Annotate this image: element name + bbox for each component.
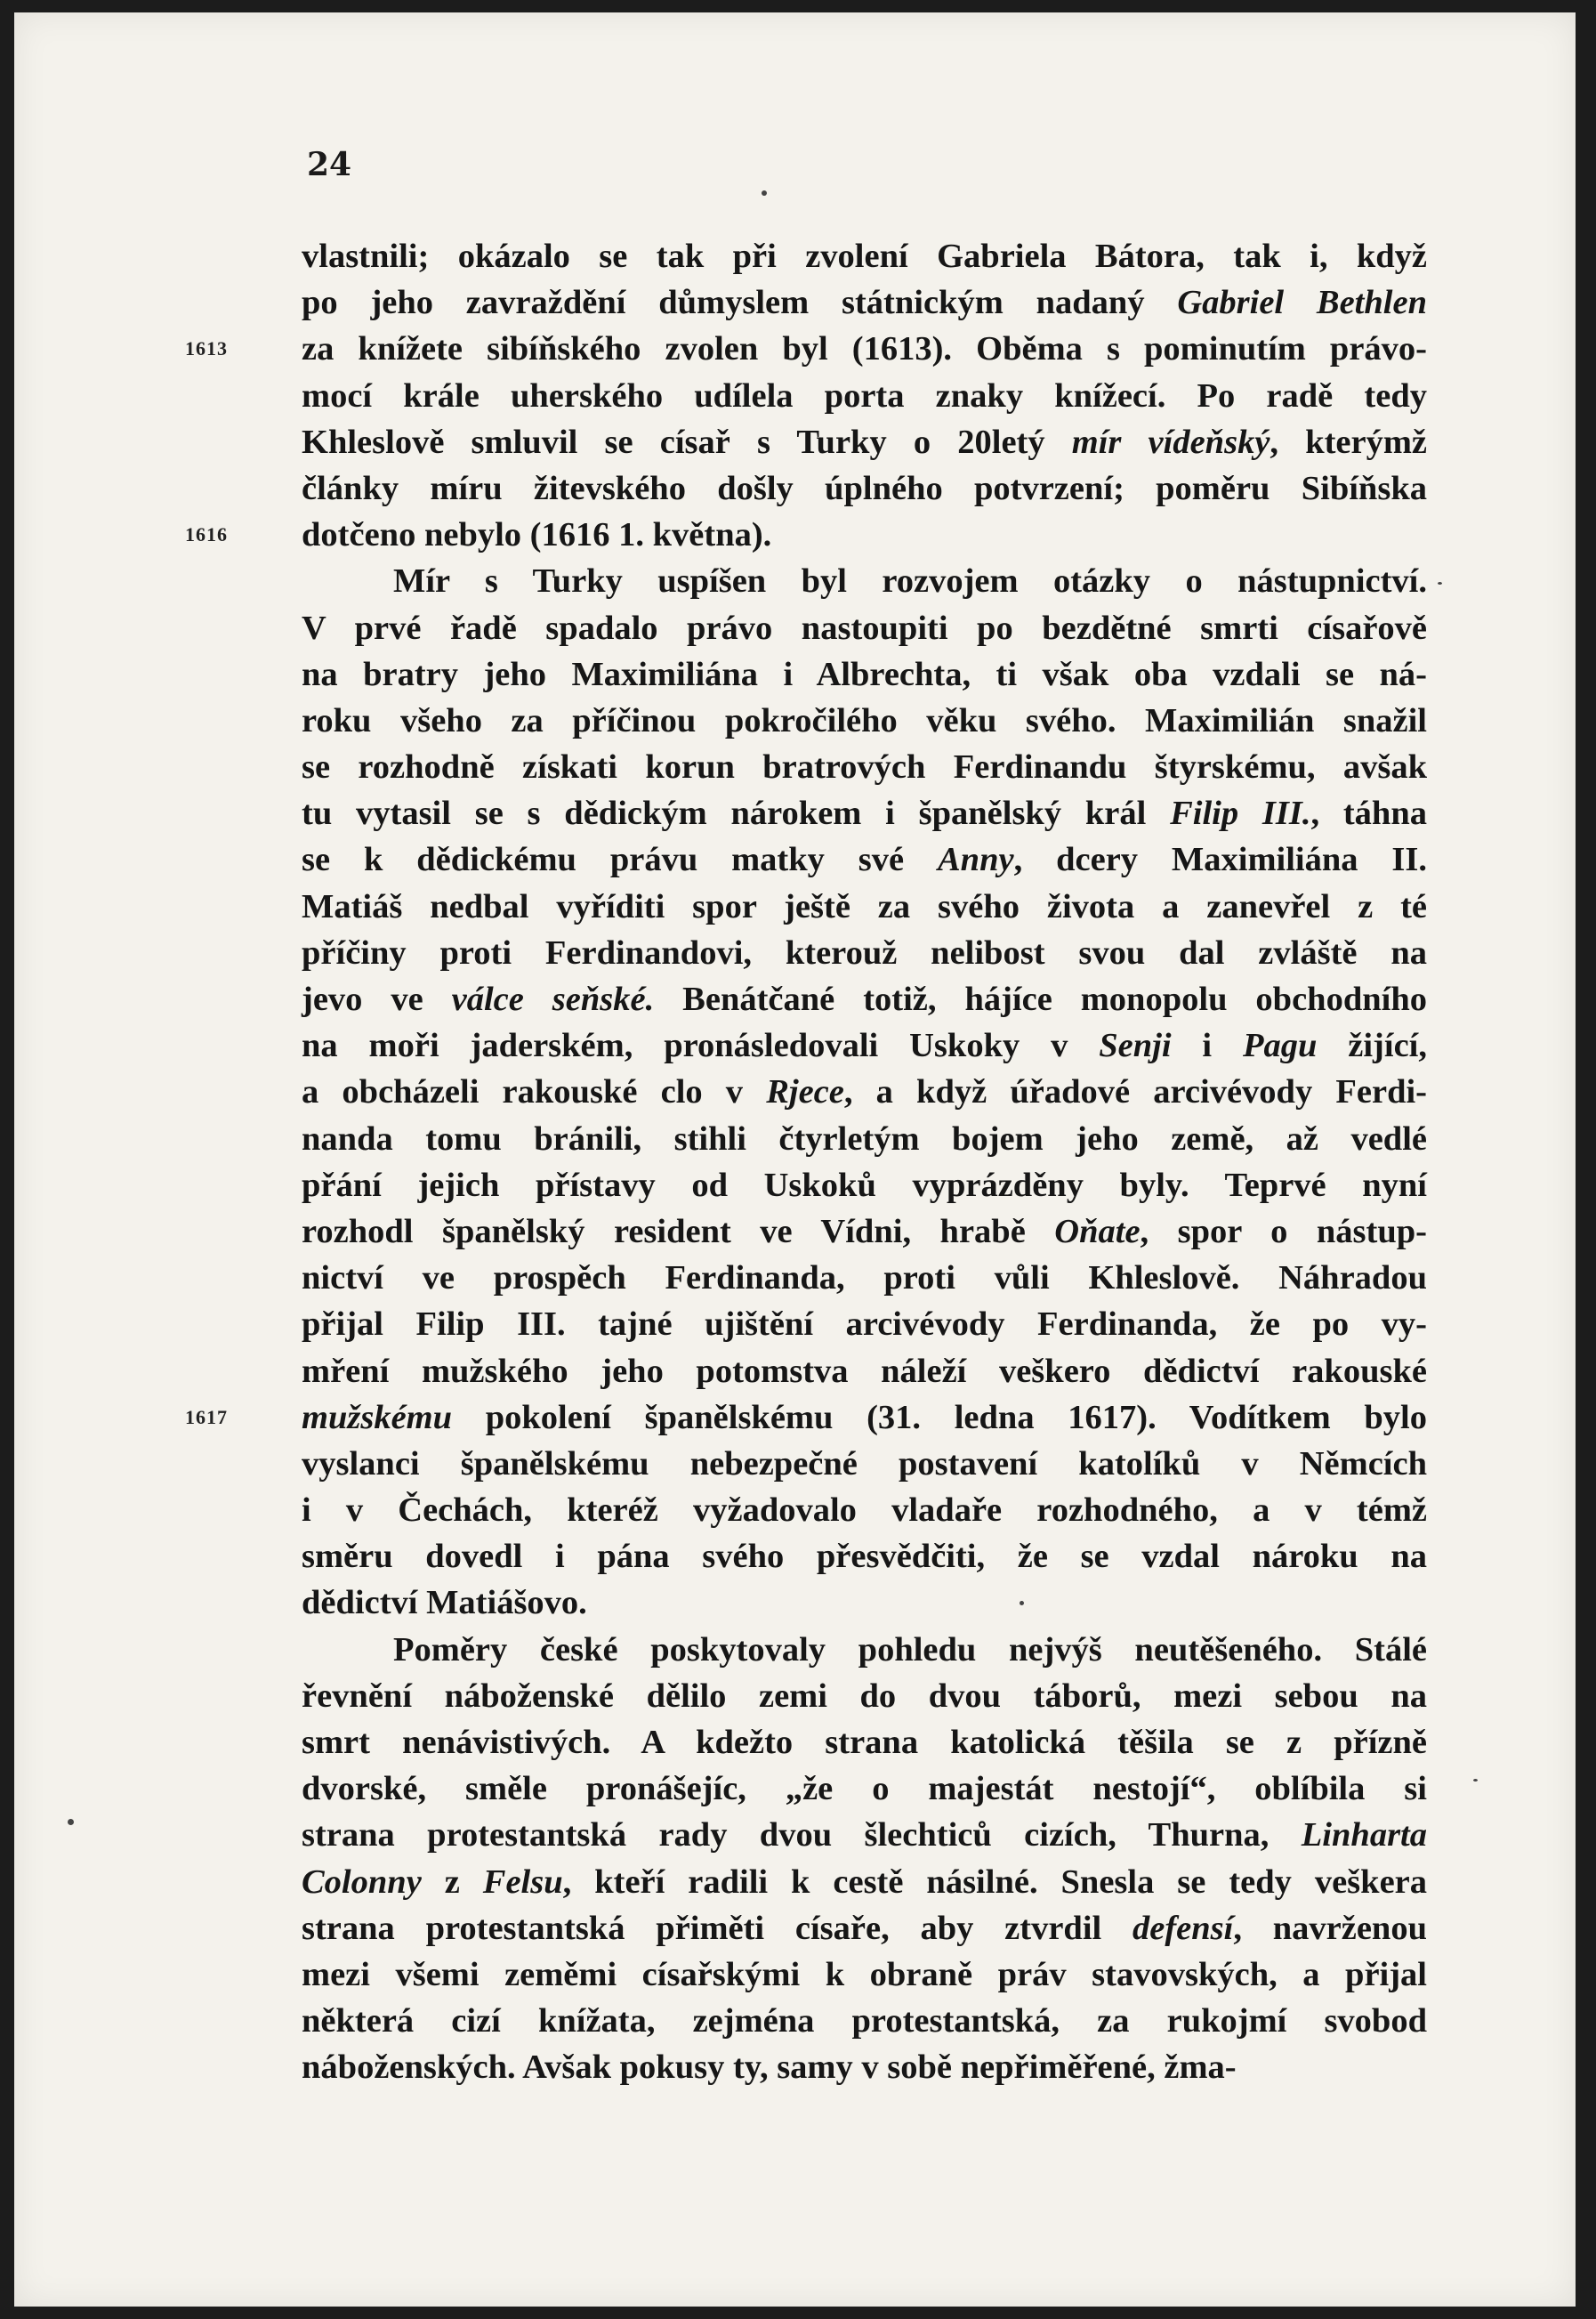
text-segment: roku všeho za příčinou pokročilého věku svého. Maximilián snažil — [302, 701, 1427, 739]
text-segment: smrt nenávistivých. A kdežto strana katolická těšila se z přízně — [302, 1724, 1427, 1761]
text-segment: přijal Filip III. tajné ujištění arcivévody Ferdinanda, že po vy- — [302, 1305, 1427, 1344]
text-segment: jevo ve — [302, 981, 452, 1018]
text-line — [302, 884, 1427, 930]
text-segment: směru dovedl i pána svého přesvědčiti, že se vzdal nároku na — [302, 1538, 1427, 1576]
text-segment: , a když úřadové arcivévody Ferdi- — [843, 1073, 1427, 1111]
text-line — [302, 1162, 1427, 1208]
text-line — [302, 279, 1427, 326]
text-segment: pokolení španělskému (31. ledna 1617). Vodítkem bylo — [452, 1398, 1427, 1436]
text-segment: mužskému — [302, 1398, 453, 1436]
text-segment: i v Čechách, kteréž vyžadovalo vladaře rozhodného, a v témž — [302, 1491, 1427, 1530]
text-segment: mocí krále uherského udílela porta znaky knížecí. Po radě tedy — [302, 376, 1427, 415]
text-segment: Senji — [1099, 1027, 1172, 1065]
text-line — [302, 373, 1427, 419]
text-line — [302, 1719, 1427, 1766]
text-segment: , navrženou — [1233, 1909, 1428, 1947]
text-line — [302, 930, 1427, 976]
text-segment: Filip III. — [1170, 795, 1311, 833]
text-segment: , kterýmž — [1270, 423, 1428, 461]
text-line — [302, 790, 1427, 836]
text-segment: Khleslově smluvil se císař s Turky o 20letý — [302, 423, 1072, 461]
text-line — [302, 1301, 1427, 1347]
text-line — [302, 1487, 1427, 1533]
text-segment: Benátčané totiž, hájíce monopolu obchodního — [654, 981, 1428, 1018]
text-line — [185, 1394, 1427, 1441]
text-segment: řevnění náboženské dělilo zemi do dvou táborů, mezi sebou na — [302, 1677, 1427, 1715]
margin-year-note: 1613 — [185, 337, 228, 360]
text-segment: žijící, — [1317, 1027, 1427, 1065]
body-text — [185, 233, 1428, 2091]
text-segment: Mír s Turky uspíšen byl rozvojem otázky o nástupnictví. — [393, 562, 1427, 601]
text-line — [302, 1627, 1427, 1673]
margin-year-note: 1617 — [185, 1405, 228, 1428]
text-segment: a obcházeli rakouské clo v — [302, 1073, 767, 1111]
text-segment: strana protestantská rady dvou šlechticů cizích, Thurna, — [302, 1816, 1302, 1854]
text-line — [302, 1022, 1427, 1069]
text-segment: dědictví Matiášovo. — [302, 1584, 587, 1622]
text-segment: , táhna — [1310, 795, 1428, 833]
text-line — [302, 1533, 1427, 1580]
text-line — [302, 1766, 1427, 1812]
text-segment: nictví ve prospěch Ferdinanda, proti vůli Khleslově. Náhradou — [302, 1259, 1427, 1297]
text-segment: , spor o nástup- — [1140, 1212, 1428, 1250]
text-line — [302, 605, 1427, 651]
text-line — [302, 976, 1427, 1022]
text-segment: V prvé řadě spadalo právo nastoupiti po bezdětné smrti císařově — [302, 609, 1427, 647]
text-line — [302, 2044, 1427, 2090]
text-segment: Felsu — [482, 1862, 563, 1901]
text-segment: nanda tomu bránili, stihli čtyrletým bojem jeho země, až vedlé — [302, 1119, 1427, 1158]
text-segment: se rozhodně získati korun bratrových Ferdinandu štyrskému, avšak — [302, 748, 1427, 787]
text-segment: Colonny — [302, 1862, 422, 1901]
text-segment: Rjece — [766, 1073, 844, 1111]
text-segment: Oňate — [1054, 1212, 1141, 1250]
text-segment: vyslanci španělskému nebezpečné postavení katolíků v Němcích — [302, 1444, 1427, 1483]
text-segment: Gabriel Bethlen — [1177, 284, 1427, 322]
text-line — [302, 1255, 1427, 1301]
text-segment: mezi všemi zeměmi císařskými k obraně práv stavovských, a přijal — [302, 1955, 1427, 1993]
text-segment: Poměry české poskytovaly pohledu nejvýš neutěšeného. Stálé — [393, 1630, 1427, 1669]
text-segment: Linharta — [1301, 1816, 1427, 1854]
text-segment: na bratry jeho Maximiliána i Albrechta, ti však oba vzdali se ná- — [302, 655, 1427, 693]
text-line — [302, 419, 1427, 465]
text-line — [302, 1812, 1427, 1858]
text-segment: po jeho zavraždění důmyslem státnickým nadaný — [302, 284, 1178, 322]
text-line — [185, 326, 1427, 372]
text-line — [302, 1673, 1427, 1719]
text-line — [302, 744, 1427, 790]
text-line — [302, 1905, 1427, 1951]
text-line — [302, 1116, 1427, 1162]
text-segment: některá cizí knížata, zejména protestantská, za rukojmí svobod — [302, 2002, 1427, 2040]
text-segment: vlastnili; okázalo se tak při zvolení Gabriela Bátora, tak i, když — [302, 238, 1427, 275]
text-line — [302, 1441, 1427, 1487]
text-segment: příčiny proti Ferdinandovi, kterouž nelibost svou dal zvláště na — [302, 933, 1427, 972]
text-line — [302, 1208, 1427, 1255]
text-segment: strana protestantská přiměti císaře, aby ztvrdil — [302, 1909, 1133, 1947]
text-line — [302, 1951, 1427, 1998]
text-segment: mření mužského jeho potomstva náleží veškero dědictví rakouské — [302, 1352, 1427, 1390]
text-segment: z — [421, 1862, 483, 1901]
book-page — [14, 12, 1576, 2307]
text-segment: náboženských. Avšak pokusy ty, samy v sobě nepřiměřené, žma- — [302, 2048, 1237, 2087]
text-segment: i — [1171, 1027, 1243, 1065]
text-line — [302, 558, 1427, 604]
text-line — [302, 1348, 1427, 1394]
text-line — [302, 233, 1427, 279]
text-segment: tu vytasil se s dědickým nárokem i španělský král — [302, 795, 1171, 833]
text-segment: přání jejich přístavy od Uskoků vyprázděny byly. Teprvé nyní — [302, 1166, 1427, 1204]
text-line — [302, 836, 1427, 883]
text-line — [302, 651, 1427, 698]
text-line — [302, 1998, 1427, 2044]
text-segment: Pagu — [1242, 1027, 1318, 1065]
margin-year-note: 1616 — [185, 523, 228, 546]
text-line — [302, 465, 1427, 512]
text-segment: články míru žitevského došly úplného potvrzení; poměru Sibíňska — [302, 469, 1427, 507]
text-line — [302, 698, 1427, 744]
text-line — [302, 1580, 1427, 1626]
text-segment: za knížete sibíňského zvolen byl (1613). Oběma s pominutím právo- — [302, 330, 1427, 368]
text-segment: Anny — [938, 841, 1014, 879]
text-segment: dotčeno nebylo (1616 1. května). — [302, 516, 772, 554]
text-segment: na moři jaderském, pronásledovali Uskoky v — [302, 1027, 1100, 1065]
text-segment: , kteří radili k cestě násilné. Snesla se tedy veškera — [562, 1862, 1427, 1901]
page-number: 24 — [307, 146, 352, 183]
text-line — [302, 1859, 1427, 1905]
text-segment: defensí — [1133, 1909, 1234, 1947]
text-segment: mír vídeňský — [1071, 423, 1270, 461]
text-segment: rozhodl španělský resident ve Vídni, hrabě — [302, 1212, 1055, 1250]
text-line — [185, 512, 1427, 558]
text-segment: Matiáš nedbal vyříditi spor ještě za svého života a zanevřel z té — [302, 887, 1427, 925]
text-segment: válce seňské. — [451, 981, 655, 1018]
text-segment: dvorské, směle pronášejíc, „že o majestát nestojí“, oblíbila si — [302, 1770, 1427, 1808]
text-line — [302, 1069, 1427, 1115]
text-segment: se k dědickému právu matky své — [302, 841, 938, 879]
text-segment: , dcery Maximiliána II. — [1013, 841, 1427, 879]
